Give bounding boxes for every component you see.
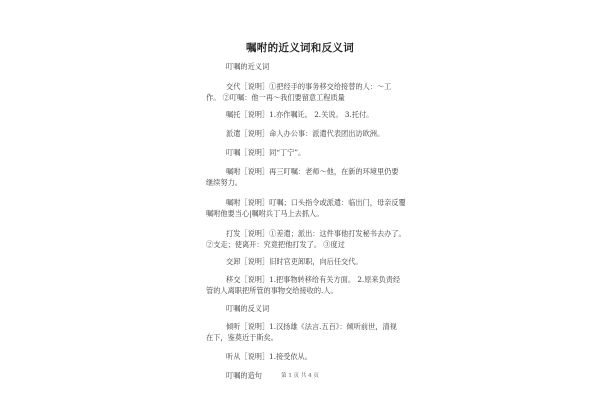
paragraph-line: 叮嘱［说明］同“丁宁”。 — [226, 148, 306, 157]
paragraph-line: 在下，鉴莫近于斯矣。 — [206, 333, 278, 342]
paragraph-line: 继续努力。 — [206, 178, 242, 187]
paragraph-line: 移交［说明］1.把事物转移给有关方面。 2.原来负责经 — [226, 275, 401, 284]
section-heading-sentences: 叮嘱的造句 — [226, 371, 262, 380]
paragraph-line: 倾听［说明］1.汉扬雄《法言.五百》：倾听前世，清视 — [226, 322, 397, 331]
paragraph-line: 嘱咐他要当心|嘱咐兵丁马上去抓人。 — [206, 209, 324, 218]
section-heading-antonyms: 叮嘱的反义词 — [226, 304, 270, 313]
paragraph-line: 嘱咐［说明］叮嘱；口头指令或派遣：临出门，母亲反覆 — [226, 198, 406, 207]
paragraph-line: ②支走；使离开：究竟把他打发了。 ③度过 — [206, 240, 345, 249]
paragraph-line: 交卸［说明］旧时官吏卸职，向后任交代。 — [226, 257, 363, 266]
page-number: 第 1 页 共 4 页 — [281, 373, 319, 379]
paragraph-line: 管的人离职把所管的事物交给接收的.人。 — [206, 286, 338, 295]
paragraph-line: 听从［说明］1.接受依从。 — [226, 352, 312, 361]
section-heading-synonyms: 叮嘱的近义词 — [226, 62, 270, 71]
paragraph-line: 打发［说明］①差遣；派出：这件事他打发秘书去办了。 — [226, 229, 406, 238]
paragraph-line: 派遣［说明］命人办公事：派遣代表团出访欧洲。 — [226, 129, 385, 138]
paragraph-line: 作。 ②叮嘱：他一再～我们要留意工程质量 — [206, 93, 345, 102]
document-title: 嘱咐的近义词和反义词 — [246, 42, 354, 54]
paragraph-line: 交代［说明］①把经手的事务移交给接替的人：～工 — [226, 82, 392, 91]
paragraph-line: 嘱咐［说明］再三叮嘱：老师～他，在新的环境里仍要 — [226, 167, 399, 176]
paragraph-line: 嘱托［说明］1.亦作嘱讬。 2.关说。 3.托付。 — [226, 110, 374, 119]
